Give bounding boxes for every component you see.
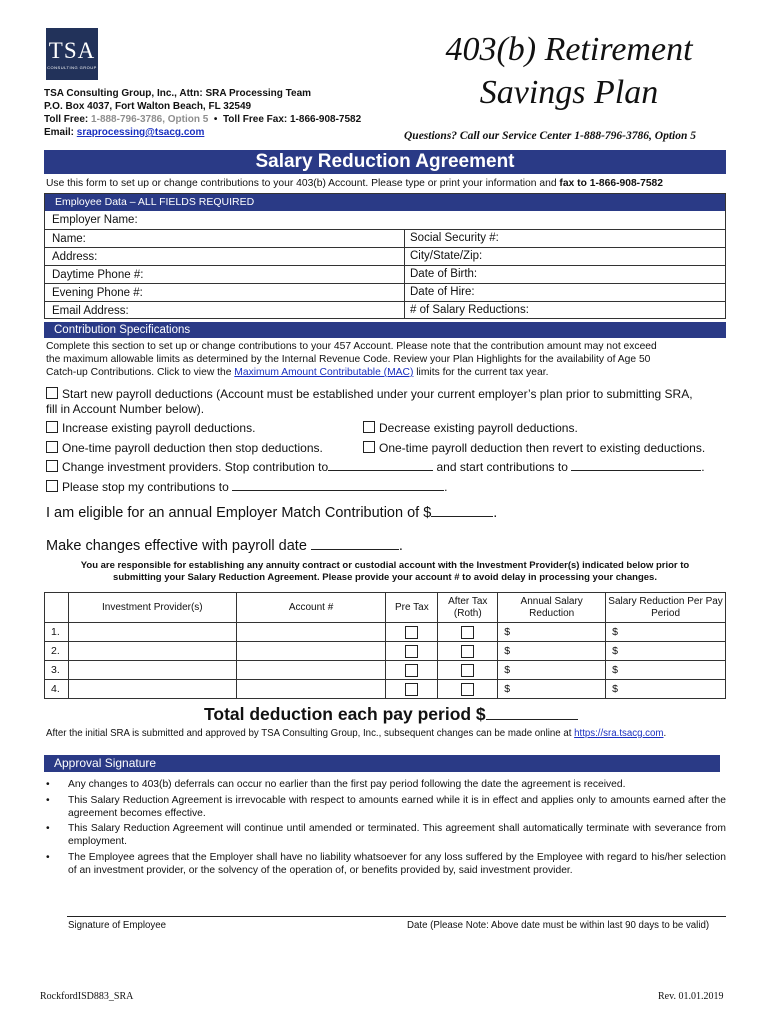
approval-terms-list xyxy=(46,778,726,879)
signature-line[interactable] xyxy=(67,916,726,917)
hire-date-label[interactable]: Date of Hire: xyxy=(410,286,475,298)
stop-checkbox[interactable] xyxy=(46,480,58,492)
total-deduction-label: Total deduction each pay period $ xyxy=(204,704,486,724)
onetime-stop-label: One-time payroll deduction then stop deductions. xyxy=(62,441,323,455)
aftertax-cell xyxy=(438,623,498,642)
email-link[interactable]: sraprocessing@tsacg.com xyxy=(76,127,205,138)
table-row xyxy=(45,661,726,680)
form-id: RockfordISD883_SRA xyxy=(40,991,134,1002)
employer-name-label: Employer Name: xyxy=(52,214,138,226)
title-line2: Savings Plan xyxy=(479,74,659,111)
table-row xyxy=(45,642,726,661)
total-deduction-line xyxy=(204,704,578,725)
employee-data-header: Employee Data – ALL FIELDS REQUIRED xyxy=(45,194,725,211)
intro-text xyxy=(46,178,663,189)
employer-match-blank[interactable] xyxy=(431,503,493,517)
annual-cell[interactable]: $ xyxy=(498,661,606,680)
aftertax-checkbox[interactable] xyxy=(461,645,474,658)
daytime-phone-row[interactable] xyxy=(45,265,725,283)
annual-cell[interactable]: $ xyxy=(498,680,606,699)
contribution-text xyxy=(46,340,728,379)
employee-data-section xyxy=(44,193,726,319)
option-onetime-stop xyxy=(46,439,323,458)
col-header-per-pay: Salary Reduction Per Pay Period xyxy=(606,593,726,623)
pretax-checkbox[interactable] xyxy=(405,664,418,677)
toll-free-fax: • Toll Free Fax: 1-866-908-7582 xyxy=(208,114,362,125)
col-header-annual: Annual Salary Reduction xyxy=(498,593,606,623)
start-new-label: Start new payroll deductions (Account must be established under your current employer’s plan prior to submitting SRA, xyxy=(62,387,693,401)
table-header-row xyxy=(45,593,726,623)
option-decrease xyxy=(363,419,578,438)
provider-cell[interactable] xyxy=(68,661,236,680)
stop-label: Please stop my contributions to xyxy=(62,480,233,494)
service-center-note: Questions? Call our Service Center 1-888-796-3786, Option 5 xyxy=(404,130,696,142)
employer-match-label: I am eligible for an annual Employer Match Contribution of $ xyxy=(46,505,432,521)
list-item: • The Employee agrees that the Employer shall have no liability whatsoever for any loss suffered by the Employee with regard to his/her selection of an investment provider, or the solvency of the operation of, or benefits provided by, said investment provider. xyxy=(46,851,726,877)
pretax-checkbox[interactable] xyxy=(405,645,418,658)
onetime-stop-checkbox[interactable] xyxy=(46,441,58,453)
pretax-checkbox[interactable] xyxy=(405,626,418,639)
pretax-cell xyxy=(386,642,438,661)
online-changes-end: . xyxy=(663,728,667,739)
onetime-revert-checkbox[interactable] xyxy=(363,441,375,453)
address-email xyxy=(44,126,361,139)
responsibility-line-1: You are responsible for establishing any annuity contract or custodial account with the Investment Provider(s) indicated below prior to xyxy=(80,560,690,571)
list-item: • This Salary Reduction Agreement is irrevocable with respect to amounts earned while it is in effect and applies only to amounts earned after the agreement becomes effective. xyxy=(46,794,726,820)
total-deduction-blank[interactable] xyxy=(486,704,578,720)
sra-website-link[interactable]: https://sra.tsacg.com xyxy=(574,728,664,739)
name-row[interactable] xyxy=(45,229,725,247)
col-header-pretax: Pre Tax xyxy=(386,593,438,623)
stop-provider-blank[interactable] xyxy=(328,460,433,471)
option-start-new xyxy=(46,387,736,417)
para3-end: limits for the current tax year. xyxy=(413,367,549,378)
title-line1: 403(b) Retirement xyxy=(445,31,693,68)
aftertax-cell xyxy=(438,642,498,661)
approval-header: Approval Signature xyxy=(44,755,720,772)
option-increase xyxy=(46,419,255,438)
column-divider xyxy=(404,229,405,319)
address-line1: TSA Consulting Group, Inc., Attn: SRA Processing Team xyxy=(44,88,312,99)
start-contributions-label: and start contributions to xyxy=(433,460,572,474)
aftertax-cell xyxy=(438,680,498,699)
email-address-label: Email Address: xyxy=(52,305,129,317)
email-label: Email: xyxy=(44,127,77,138)
option-onetime-revert xyxy=(363,439,705,458)
responsibility-line-2: submitting your Salary Reduction Agreement. Please provide your account # to avoid delay in processing your changes. xyxy=(113,572,657,583)
mac-link[interactable]: Maximum Amount Contributable (MAC) xyxy=(234,367,414,378)
col-header-provider: Investment Provider(s) xyxy=(68,593,236,623)
contribution-para-2: the maximum allowable limits as determined by the Internal Revenue Code. Review your Plan Highlights for the availability of Age 50 xyxy=(46,354,651,365)
change-provider-checkbox[interactable] xyxy=(46,460,58,472)
pretax-cell xyxy=(386,661,438,680)
sra-title-bar: Salary Reduction Agreement xyxy=(44,150,726,174)
salary-reductions-label[interactable]: # of Salary Reductions: xyxy=(410,304,529,316)
tsa-logo xyxy=(46,28,98,80)
per-pay-cell[interactable]: $ xyxy=(606,661,726,680)
responsibility-note xyxy=(44,560,726,584)
evening-phone-row[interactable] xyxy=(45,283,725,301)
col-header-account: Account # xyxy=(236,593,386,623)
option-change-provider: Change investment providers. Stop contribution to and start contributions to . xyxy=(46,458,705,477)
pretax-checkbox[interactable] xyxy=(405,683,418,696)
employer-match-line: I am eligible for an annual Employer Match Contribution of $ . xyxy=(46,505,498,521)
list-item: • Any changes to 403(b) deferrals can occur no earlier than the first pay period following the date the agreement is received. xyxy=(46,778,726,791)
investment-provider-table xyxy=(44,592,726,699)
account-cell[interactable] xyxy=(236,642,386,661)
onetime-revert-label: One-time payroll deduction then revert to existing deductions. xyxy=(379,441,706,455)
contribution-para-1: Complete this section to set up or change contributions to your 457 Account. Please note that the contribution amount may not exceed xyxy=(46,341,657,352)
col-header-num xyxy=(45,593,69,623)
intro-plain: Use this form to set up or change contributions to your 403(b) Account. Please type or print your information and xyxy=(46,178,560,189)
online-changes-text: After the initial SRA is submitted and approved by TSA Consulting Group, Inc., subsequent changes can be made online at xyxy=(46,728,575,739)
stop-provider-name-blank[interactable] xyxy=(232,480,444,491)
change-provider-label: Change investment providers. Stop contribution to xyxy=(62,460,329,474)
email-address-row[interactable] xyxy=(45,301,725,319)
account-cell[interactable] xyxy=(236,661,386,680)
list-item: • This Salary Reduction Agreement will continue until amended or terminated. This agreement shall automatically terminate with severance from employment. xyxy=(46,822,726,848)
increase-label: Increase existing payroll deductions. xyxy=(62,421,256,435)
row-number: 4. xyxy=(45,680,69,699)
row-number: 3. xyxy=(45,661,69,680)
evening-phone-label: Evening Phone #: xyxy=(52,287,143,299)
decrease-checkbox[interactable] xyxy=(363,421,375,433)
daytime-phone-label: Daytime Phone #: xyxy=(52,269,144,281)
row-number: 1. xyxy=(45,623,69,642)
address-label: Address: xyxy=(52,251,98,263)
logo-subtext: CONSULTING GROUP xyxy=(47,65,97,70)
signature-label: Signature of Employee xyxy=(68,920,167,931)
ssn-label[interactable]: Social Security #: xyxy=(410,232,499,244)
effective-date-label: Make changes effective with payroll date xyxy=(46,538,311,554)
annual-cell[interactable]: $ xyxy=(498,642,606,661)
provider-cell[interactable] xyxy=(68,623,236,642)
aftertax-cell xyxy=(438,661,498,680)
aftertax-checkbox[interactable] xyxy=(461,664,474,677)
decrease-label: Decrease existing payroll deductions. xyxy=(379,421,578,435)
provider-cell[interactable] xyxy=(68,680,236,699)
start-provider-blank[interactable] xyxy=(571,460,701,471)
dob-label[interactable]: Date of Birth: xyxy=(410,268,478,280)
revision: Rev. 01.01.2019 xyxy=(658,991,724,1002)
contribution-para-3 xyxy=(46,366,728,379)
effective-date-line: Make changes effective with payroll date . xyxy=(46,538,403,554)
address-phone xyxy=(44,113,361,126)
table-row xyxy=(45,623,726,642)
provider-cell[interactable] xyxy=(68,642,236,661)
account-cell[interactable] xyxy=(236,623,386,642)
mailing-address xyxy=(44,87,361,139)
increase-checkbox[interactable] xyxy=(46,421,58,433)
start-new-checkbox[interactable] xyxy=(46,387,58,399)
option-stop: Please stop my contributions to . xyxy=(46,478,447,497)
per-pay-cell[interactable]: $ xyxy=(606,680,726,699)
account-cell[interactable] xyxy=(236,680,386,699)
toll-free-number: 1-888-796-3786, Option 5 xyxy=(91,114,209,125)
employer-name-field[interactable] xyxy=(45,211,725,229)
table-row xyxy=(45,680,726,699)
intro-fax: fax to 1-866-908-7582 xyxy=(559,178,664,189)
col-header-aftertax: After Tax (Roth) xyxy=(438,593,498,623)
aftertax-checkbox[interactable] xyxy=(461,683,474,696)
per-pay-cell[interactable]: $ xyxy=(606,642,726,661)
contribution-header: Contribution Specifications xyxy=(44,322,726,338)
row-number: 2. xyxy=(45,642,69,661)
toll-free-label: Toll Free: xyxy=(44,114,92,125)
name-label: Name: xyxy=(52,233,86,245)
date-label: Date (Please Note: Above date must be within last 90 days to be valid) xyxy=(407,920,710,931)
address-line2: P.O. Box 4037, Fort Walton Beach, FL 32549 xyxy=(44,101,252,112)
online-changes-note xyxy=(46,728,666,739)
address-row[interactable] xyxy=(45,247,725,265)
employee-right-column xyxy=(410,229,529,319)
city-state-zip-label[interactable]: City/State/Zip: xyxy=(410,250,483,262)
aftertax-checkbox[interactable] xyxy=(461,626,474,639)
pretax-cell xyxy=(386,680,438,699)
effective-date-blank[interactable] xyxy=(311,536,399,550)
para3-start: Catch-up Contributions. Click to view the xyxy=(46,367,235,378)
annual-cell[interactable]: $ xyxy=(498,623,606,642)
form-title xyxy=(404,28,734,114)
logo-text: TSA xyxy=(48,38,96,63)
start-new-label-2: fill in Account Number below). xyxy=(46,402,205,416)
pretax-cell xyxy=(386,623,438,642)
per-pay-cell[interactable]: $ xyxy=(606,623,726,642)
